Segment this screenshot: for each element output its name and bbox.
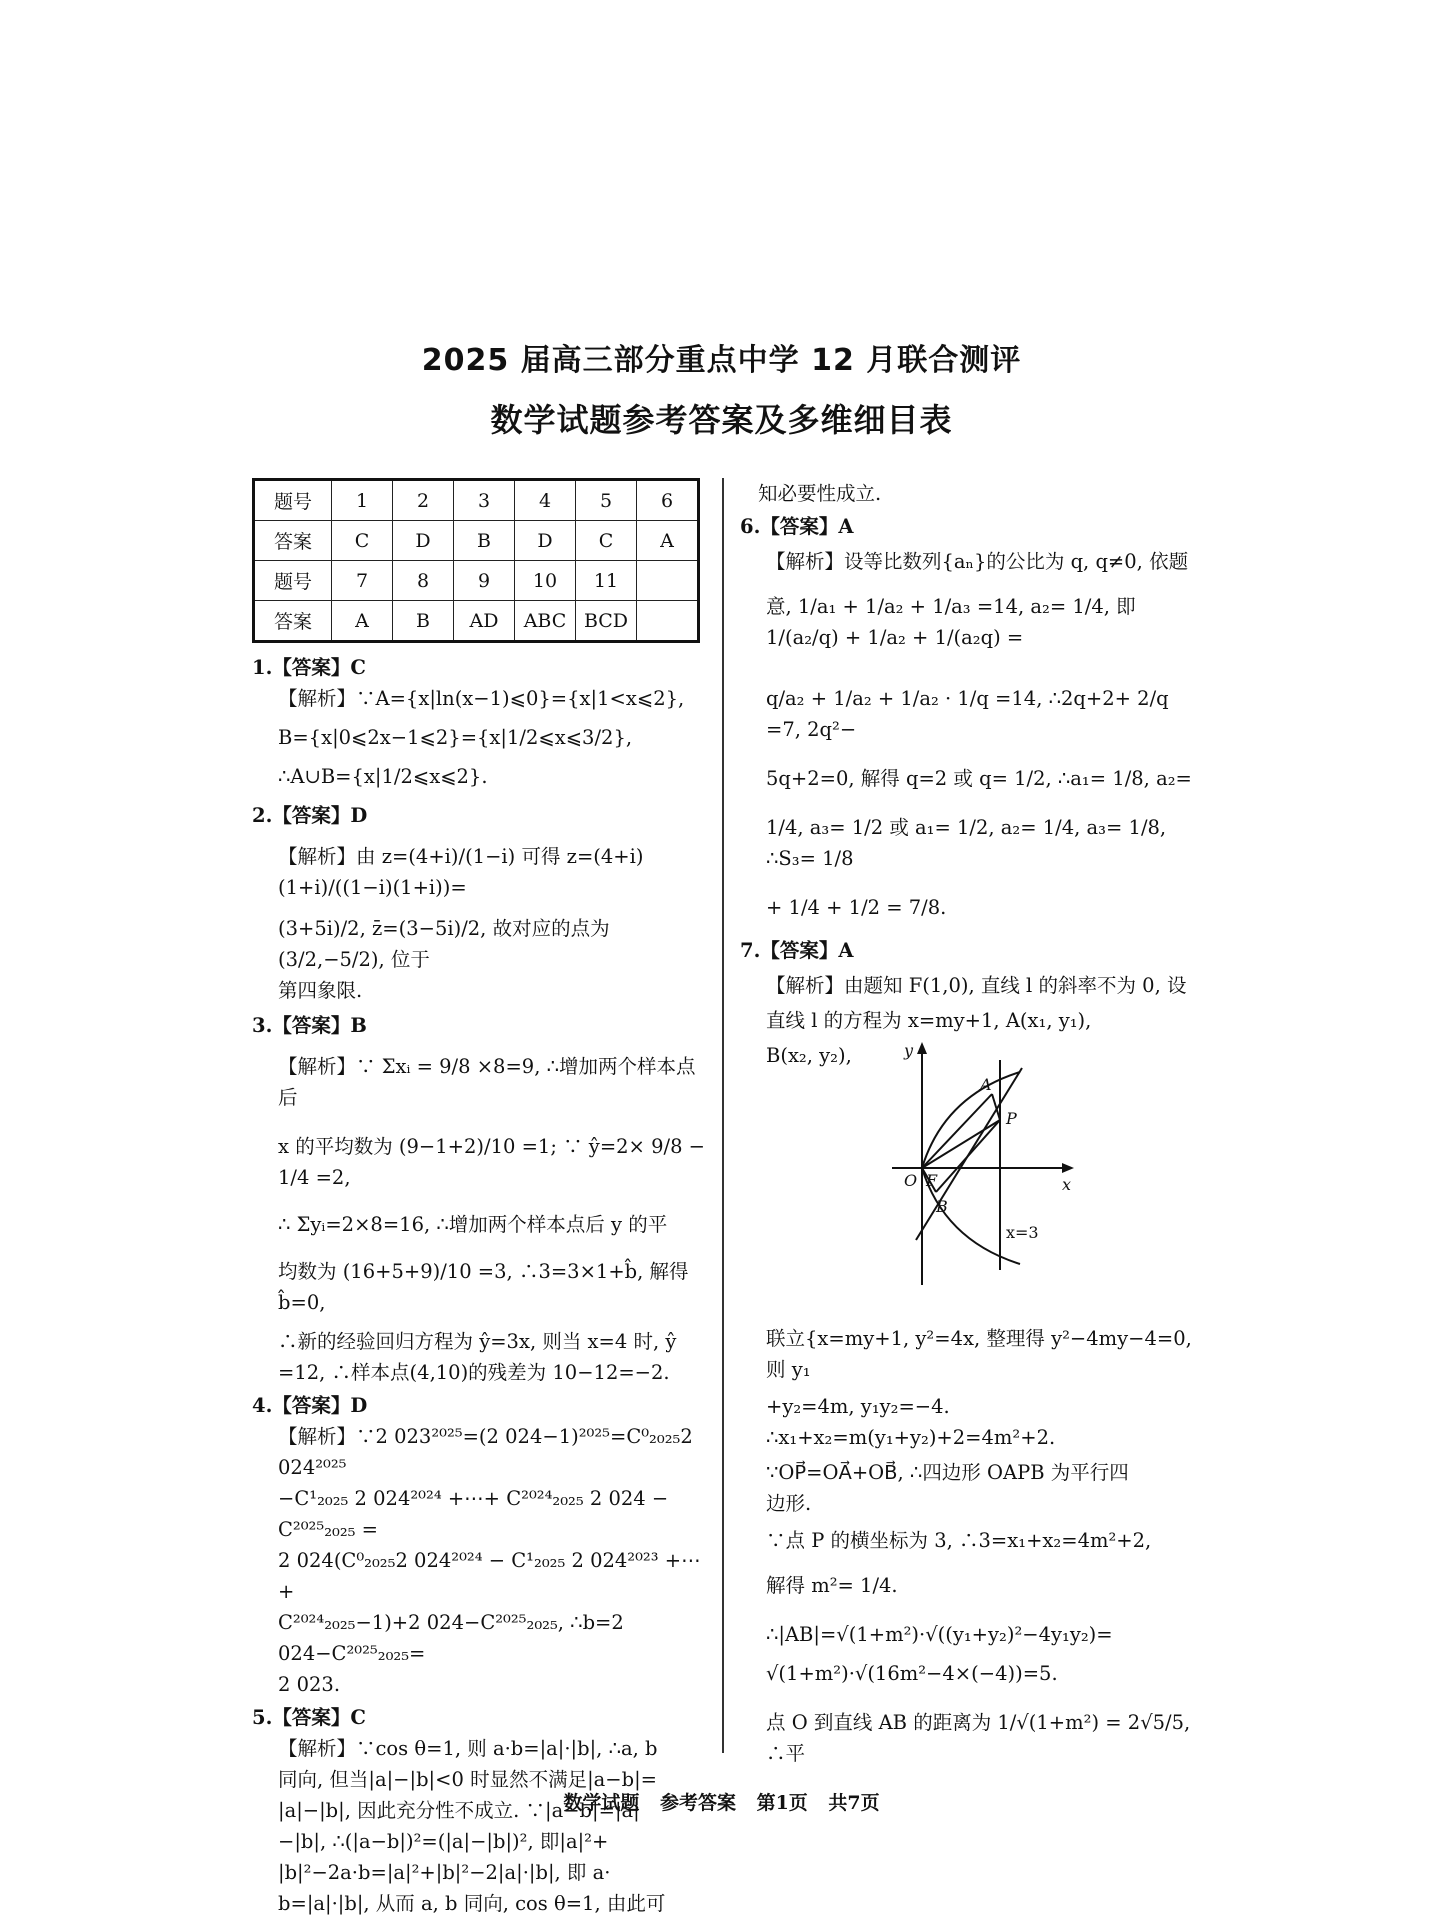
answer-table-header-cell: 答案 <box>254 521 332 561</box>
label-f: F <box>926 1171 938 1190</box>
label-b: B <box>936 1197 948 1216</box>
question-4 <box>252 1390 712 1700</box>
y-axis-arrow <box>917 1042 927 1054</box>
question-head: 6.【答案】A <box>740 515 854 538</box>
analysis-line: 第四象限. <box>278 979 363 1002</box>
analysis-line: q/a₂ + 1/a₂ + 1/a₂ · 1/q =14, ∴2q+2+ 2/q =7, 2q²− <box>766 687 1169 741</box>
answer-table-cell: 2 <box>393 480 454 521</box>
left-column <box>252 650 712 1919</box>
analysis-line: 2 023. <box>278 1673 341 1696</box>
analysis-line: 直线 l 的方程为 x=my+1, A(x₁, y₁), <box>766 1009 1092 1032</box>
answer-table-row <box>254 480 699 521</box>
answer-table-cell: 4 <box>515 480 576 521</box>
analysis-line: 【解析】由题知 F(1,0), 直线 l 的斜率不为 0, 设 <box>766 974 1187 997</box>
answer-table-cell: 6 <box>637 480 699 521</box>
analysis-block <box>252 1051 712 1388</box>
analysis-line: =12, ∴样本点(4,10)的残差为 10−12=−2. <box>278 1361 670 1384</box>
page-footer: 数学试题 参考答案 第1页 共7页 <box>563 1792 880 1814</box>
question-head: 4.【答案】D <box>252 1394 368 1417</box>
page-title: 2025 届高三部分重点中学 12 月联合测评 <box>421 343 1022 378</box>
analysis-line: + 1/4 + 1/2 = 7/8. <box>766 896 947 919</box>
analysis-line: B(x₂, y₂), <box>766 1044 852 1067</box>
analysis-block <box>252 1733 712 1919</box>
answer-table-cell: 10 <box>515 561 576 601</box>
question-head: 3.【答案】B <box>252 1014 367 1037</box>
label-o: O <box>904 1171 918 1190</box>
label-p: P <box>1006 1109 1017 1128</box>
answer-table-cell: ABC <box>515 601 576 642</box>
analysis-line: ∴|AB|=√(1+m²)·√((y₁+y₂)²−4y₁y₂)= <box>766 1623 1113 1646</box>
analysis-line: 【解析】由 z=(4+i)/(1−i) 可得 z=(4+i)(1+i)/((1−i)(1+i))= <box>278 845 644 899</box>
answer-table-cell: 3 <box>454 480 515 521</box>
answer-table-cell: 1 <box>332 480 393 521</box>
answer-table-cell: 11 <box>576 561 637 601</box>
analysis-line: 【解析】∵2 023²⁰²⁵=(2 024−1)²⁰²⁵=C⁰₂₀₂₅2 024²⁰²⁵ <box>278 1425 693 1479</box>
answer-table-cell: A <box>637 521 699 561</box>
answer-table-cell: D <box>393 521 454 561</box>
analysis-line: 1/4, a₃= 1/2 或 a₁= 1/2, a₂= 1/4, a₃= 1/8, ∴S₃= 1/8 <box>766 816 1167 870</box>
answer-table-cell: 7 <box>332 561 393 601</box>
analysis-line: −C¹₂₀₂₅ 2 024²⁰²⁴ +⋯+ C²⁰²⁴₂₀₂₅ 2 024 − C²⁰²⁵₂₀₂₅ = <box>278 1487 669 1541</box>
analysis-line: 解得 m²= 1/4. <box>766 1574 898 1597</box>
question-head: 2.【答案】D <box>252 804 368 827</box>
answer-table-header-cell: 题号 <box>254 561 332 601</box>
answer-table-cell: A <box>332 601 393 642</box>
question-2 <box>252 800 712 1006</box>
answer-table-cell: BCD <box>576 601 637 642</box>
analysis-line: ∵点 P 的横坐标为 3, ∴3=x₁+x₂=4m²+2, <box>766 1529 1152 1552</box>
analysis-line: ∴ Σyᵢ=2×8=16, ∴增加两个样本点后 y 的平 <box>278 1213 668 1236</box>
analysis-line: |b|²−2a·b=|a|²+|b|²−2|a|·|b|, 即 a· <box>278 1861 611 1884</box>
segment-bp <box>936 1120 1000 1192</box>
question-6 <box>740 511 1195 923</box>
label-a: A <box>980 1075 992 1094</box>
parabola-diagram <box>882 1040 1082 1290</box>
continued-text: 知必要性成立. <box>758 482 882 505</box>
answer-table-cell: D <box>515 521 576 561</box>
answer-table-row <box>254 521 699 561</box>
answer-table-cell: B <box>393 601 454 642</box>
question-1 <box>252 652 712 792</box>
analysis-block <box>740 546 1195 923</box>
analysis-line: B={x|0⩽2x−1⩽2}={x|1/2⩽x⩽3/2}, <box>278 726 633 749</box>
analysis-line: 同向, 但当|a|−|b|<0 时显然不满足|a−b|= <box>278 1768 657 1791</box>
analysis-line: 联立{x=my+1, y²=4x, 整理得 y²−4my−4=0, 则 y₁ <box>766 1327 1192 1381</box>
answer-table-header-cell: 题号 <box>254 480 332 521</box>
label-x: x <box>1062 1175 1072 1194</box>
question-head: 5.【答案】C <box>252 1706 366 1729</box>
analysis-block <box>252 1421 712 1700</box>
answer-table-cell: 9 <box>454 561 515 601</box>
analysis-line: 均数为 (16+5+9)/10 =3, ∴3=3×1+b̂, 解得 b̂=0, <box>278 1260 689 1314</box>
analysis-line: +y₂=4m, y₁y₂=−4. <box>766 1395 950 1418</box>
answer-table-row <box>254 601 699 642</box>
answer-table-cell: C <box>576 521 637 561</box>
label-x3: x=3 <box>1006 1223 1039 1242</box>
analysis-line: ∴新的经验回归方程为 ŷ=3x, 则当 x=4 时, ŷ <box>278 1330 677 1353</box>
answer-table-cell <box>637 601 699 642</box>
answer-table <box>252 478 700 643</box>
analysis-line: 2 024(C⁰₂₀₂₅2 024²⁰²⁴ − C¹₂₀₂₅ 2 024²⁰²³ +⋯+ <box>278 1549 701 1603</box>
analysis-line: x 的平均数为 (9−1+2)/10 =1; ∵ ŷ=2× 9/8 − 1/4 =2, <box>278 1135 706 1189</box>
analysis-line: ∴x₁+x₂=m(y₁+y₂)+2=4m²+2. <box>766 1426 1056 1449</box>
answer-table-row <box>254 561 699 601</box>
question-3 <box>252 1010 712 1388</box>
analysis-line: −|b|, ∴(|a−b|)²=(|a|−|b|)², 即|a|²+ <box>278 1830 609 1853</box>
analysis-line: 【解析】∵ Σxᵢ = 9/8 ×8=9, ∴增加两个样本点后 <box>278 1055 696 1109</box>
column-divider <box>722 478 724 1753</box>
analysis-block <box>252 683 712 792</box>
analysis-line: 5q+2=0, 解得 q=2 或 q= 1/2, ∴a₁= 1/8, a₂= <box>766 767 1192 790</box>
analysis-line: 边形. <box>766 1492 812 1515</box>
question-head: 1.【答案】C <box>252 656 366 679</box>
answer-table-cell <box>637 561 699 601</box>
analysis-line: 【解析】∵A={x|ln(x−1)⩽0}={x|1<x⩽2}, <box>278 687 685 710</box>
question-head: 7.【答案】A <box>740 939 854 962</box>
analysis-line: C²⁰²⁴₂₀₂₅−1)+2 024−C²⁰²⁵₂₀₂₅, ∴b=2 024−C²⁰²⁵₂₀₂₅= <box>278 1611 624 1665</box>
analysis-line: |a|−|b|, 因此充分性不成立. ∵|a−b|=|a| <box>278 1799 640 1822</box>
x-axis-arrow <box>1062 1163 1074 1173</box>
answer-table-header-cell: 答案 <box>254 601 332 642</box>
analysis-line: (3+5i)/2, z̄=(3−5i)/2, 故对应的点为(3/2,−5/2), 位于 <box>278 917 610 971</box>
answer-table-cell: 8 <box>393 561 454 601</box>
analysis-line: 【解析】∵cos θ=1, 则 a·b=|a|·|b|, ∴a, b <box>278 1737 658 1760</box>
analysis-block <box>252 841 712 1006</box>
label-y: y <box>904 1041 914 1060</box>
analysis-line: 【解析】设等比数列{aₙ}的公比为 q, q≠0, 依题 <box>766 550 1189 573</box>
answer-table-cell: 5 <box>576 480 637 521</box>
answer-table-cell: C <box>332 521 393 561</box>
analysis-line: ∴A∪B={x|1/2⩽x⩽2}. <box>278 765 488 788</box>
analysis-line: √(1+m²)·√(16m²−4×(−4))=5. <box>766 1662 1058 1685</box>
analysis-line: 意, 1/a₁ + 1/a₂ + 1/a₃ =14, a₂= 1/4, 即 1/(a₂/q) + 1/a₂ + 1/(a₂q) = <box>766 595 1136 649</box>
answer-table-cell: AD <box>454 601 515 642</box>
analysis-line: ∵OP⃗=OA⃗+OB⃗, ∴四边形 OAPB 为平行四 <box>766 1461 1129 1484</box>
answer-table-cell: B <box>454 521 515 561</box>
analysis-line: b=|a|·|b|, 从而 a, b 同向, cos θ=1, 由此可 <box>278 1892 666 1915</box>
page-subtitle: 数学试题参考答案及多维细目表 <box>490 401 953 439</box>
analysis-line: 点 O 到直线 AB 的距离为 1/√(1+m²) = 2√5/5, ∴平 <box>766 1711 1191 1765</box>
